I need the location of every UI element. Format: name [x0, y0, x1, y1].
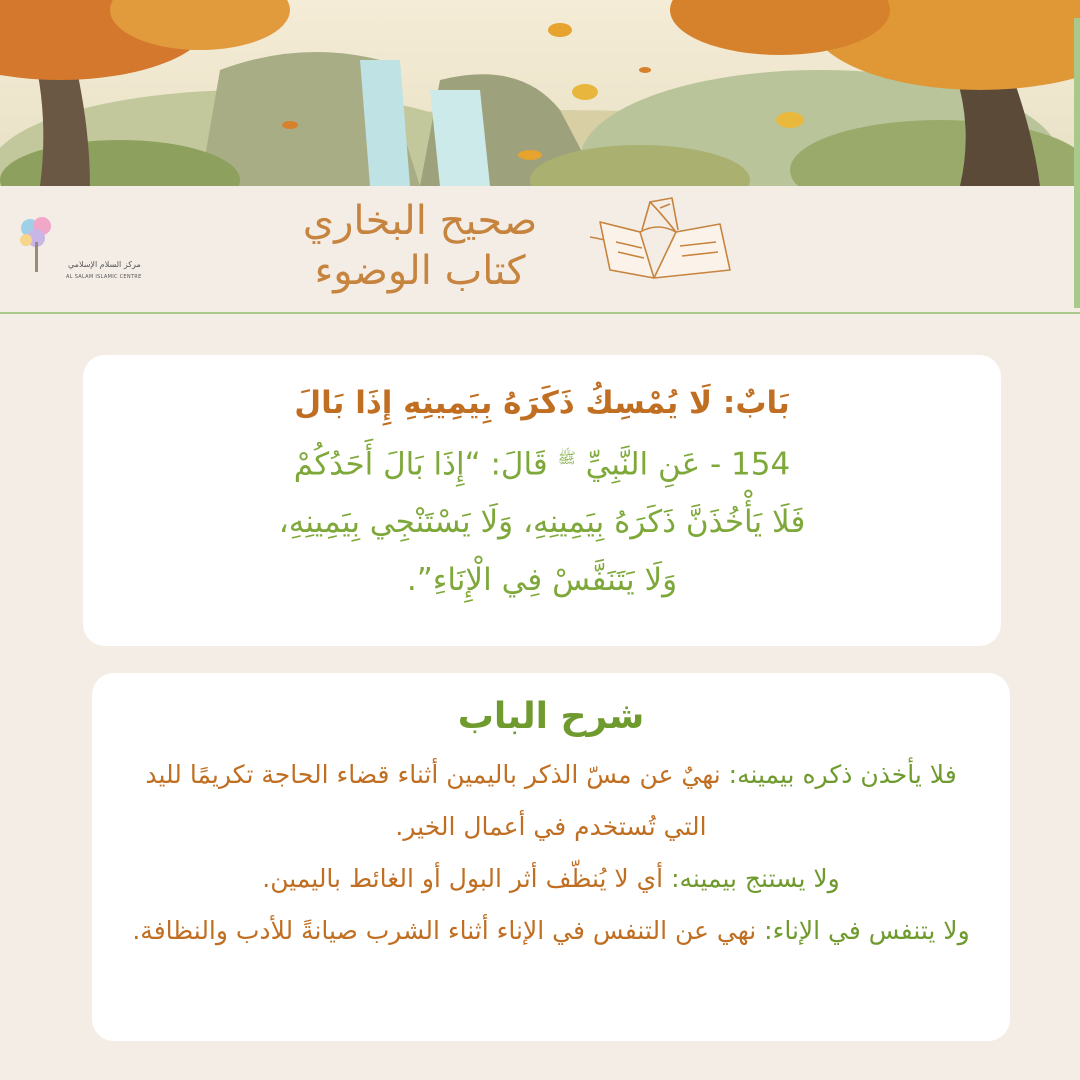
- hadith-card: [83, 355, 1001, 646]
- hadith-line-3: وَلَا يَتَنَفَّسْ فِي الْإِنَاءِ”.: [406, 562, 678, 599]
- sharh-p3-text: نهي عن التنفس في الإناء أثناء الشرب صيانةً للأدب والنظافة.: [132, 916, 757, 945]
- sharh-p2-label: ولا يستنج بيمينه:: [671, 864, 840, 893]
- sharh-p2-text: أي لا يُنظّف أثر البول أو الغائط باليمين.: [262, 864, 664, 893]
- sharh-p1-label: فلا يأخذن ذكره بيمينه:: [728, 760, 957, 789]
- page-title: [250, 196, 590, 296]
- sharh-paragraph-3: [120, 905, 982, 957]
- sharh-paragraph-1: [120, 749, 982, 853]
- logo-english-name: AL SALAM ISLAMIC CENTRE: [66, 274, 142, 280]
- book-icon: [580, 192, 740, 288]
- sharh-body: [92, 745, 1010, 957]
- hadith-text: [83, 429, 1001, 609]
- logo-arabic-name: مركز السلام الإسلامي: [68, 260, 141, 269]
- sharh-title: شرح الباب: [457, 696, 645, 737]
- salawat-glyph: ﷺ: [557, 449, 576, 467]
- autumn-banner-illustration: [0, 0, 1080, 186]
- logo-tree-icon: [16, 210, 56, 280]
- header-strip: [0, 186, 1080, 314]
- hadith-line-1-prefix: 154 - عَنِ النَّبِيِّ: [585, 446, 791, 483]
- hadith-chapter-title: بَابٌ: لَا يُمْسِكُ ذَكَرَهُ بِيَمِينِهِ إِذَا بَالَ: [294, 385, 790, 421]
- logo: [16, 210, 142, 280]
- title-line-2: كتاب الوضوء: [314, 248, 526, 294]
- sharh-card: [92, 673, 1010, 1041]
- right-accent-bar: [1074, 18, 1080, 308]
- hadith-line-1-suffix: قَالَ: “إِذَا بَالَ أَحَدُكُمْ: [293, 446, 548, 483]
- title-line-1: صحيح البخاري: [302, 198, 538, 244]
- hadith-line-1: [123, 429, 961, 493]
- sharh-p1-text: نهيٌ عن مسّ الذكر باليمين أثناء قضاء الحاجة تكريمًا لليد التي تُستخدم في أعمال الخير.: [145, 760, 721, 841]
- sharh-p3-label: ولا يتنفس في الإناء:: [764, 916, 970, 945]
- hadith-line-2: فَلَا يَأْخُذَنَّ ذَكَرَهُ بِيَمِينِهِ، وَلَا يَسْتَنْجِي بِيَمِينِهِ،: [278, 504, 806, 541]
- sharh-paragraph-2: [120, 853, 982, 905]
